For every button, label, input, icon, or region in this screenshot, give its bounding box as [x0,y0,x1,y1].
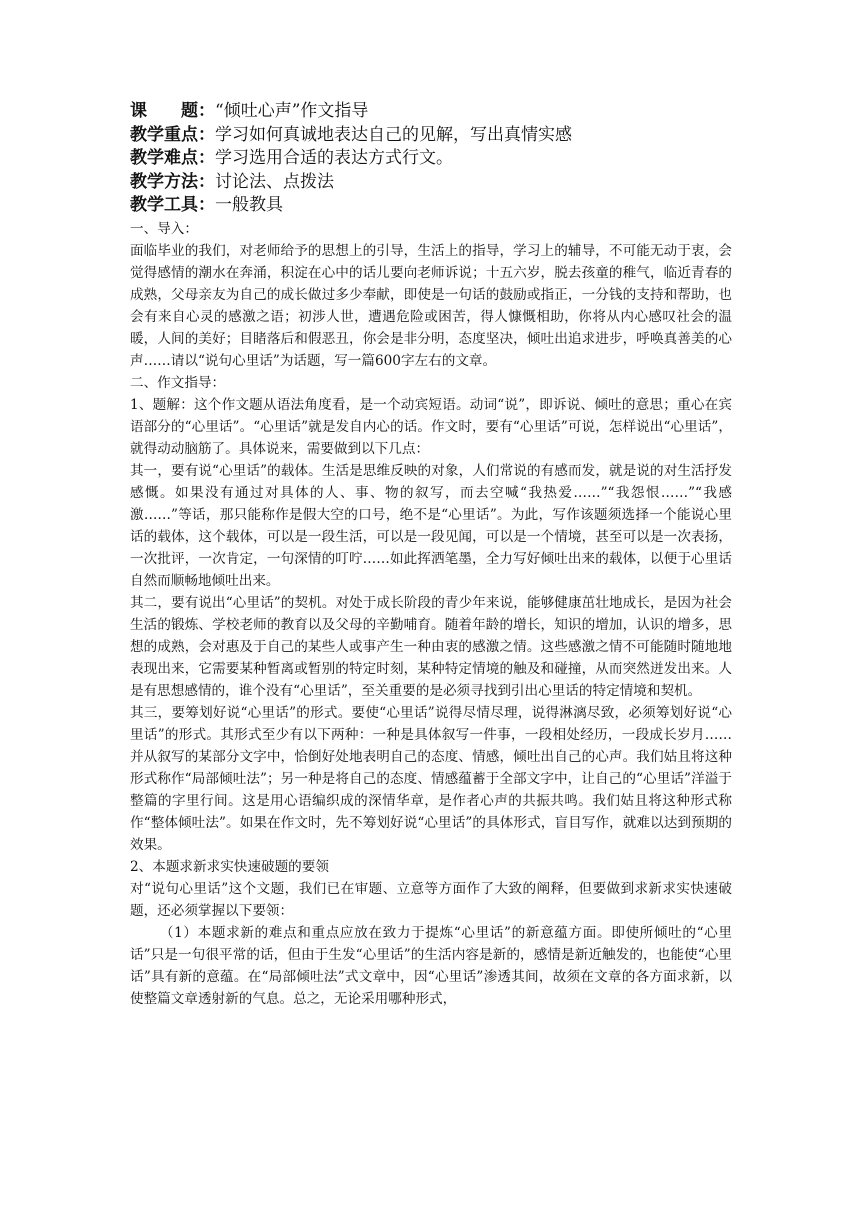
method-key: 教学方法： [130,171,215,192]
paragraph-essential-one: （1）本题求新的难点和重点应放在致力于提炼“心里话”的新意蕴方面。即使所倾吐的“心里话”只是一句很平常的话，但由于生发“心里话”的生活内容是新的，感情是新近触发的，也能使“心里话”具有新的意蕴。在“局部倾吐法”式文章中，因“心里话”渗透其间，故须在文章的各方面求新，以使整篇文章透射新的气息。总之，无论采用哪种形式， [130,924,732,1007]
method-value: 讨论法、点拨法 [215,171,334,192]
tools-line [130,194,732,218]
topic-key: 课 题： [130,101,215,121]
difficulty-key: 教学难点： [130,148,215,168]
method-line [130,171,732,195]
focus-value: 学习如何真诚地表达自己的见解，写出真情实感 [215,124,572,145]
difficulty-value: 学习选用合适的表达方式行文。 [215,148,453,168]
focus-key: 教学重点： [130,124,215,145]
topic-line [130,100,732,124]
paragraph-title-explanation: 1、题解：这个作文题从语法角度看，是一个动宾短语。动词“说”，即诉说、倾吐的意思；重心在宾语部分的“心里话”。“心里话”就是发自内心的话。作文时，要有“心里话”可说，怎样说出“心里话”，就得动动脑筋了。具体说来，需要做到以下几点： [130,396,732,457]
intro-paragraph: 面临毕业的我们，对老师给予的思想上的引导，生活上的指导，学习上的辅导，不可能无动于衷，会觉得感情的潮水在奔涌，积淀在心中的话儿要向老师诉说；十五六岁，脱去孩童的稚气，临近青春的成熟，父母亲友为自己的成长做过多少奉献，即使是一句话的鼓励或指正，一分钱的支持和帮助，也会有来自心灵的感激之语；初涉人世，遭遇危险或困苦，得人慷慨相助，你将从内心感叹社会的温暖，人间的美好；目睹落后和假恶丑，你会是非分明，态度坚决，倾吐出追求进步，呼唤真善美的心声……请以“说句心里话”为话题，写一篇600字左右的文章。 [130,242,732,369]
topic-value: “倾吐心声”作文指导 [215,101,369,121]
paragraph-point-one: 其一，要有说“心里话”的载体。生活是思维反映的对象，人们常说的有感而发，就是说的对生活抒发感慨。如果没有通过对具体的人、事、物的叙写，而去空喊“我热爱……”“我怨恨……”“我感激……”等话，那只能称作是假大空的口号，绝不是“心里话”。为此，写作该题须选择一个能说心里话的载体，这个载体，可以是一段生活，可以是一段见闻，可以是一个情境，甚至可以是一次表扬，一次批评，一次肯定，一句深情的叮咛……如此挥洒笔墨，全力写好倾吐出来的载体，以便于心里话自然而顺畅地倾吐出来。 [130,462,732,589]
paragraph-point-three: 其三，要筹划好说“心里话”的形式。要使“心里话”说得尽情尽理，说得淋漓尽致，必须筹划好说“心里话”的形式。其形式至少有以下两种：一种是具体叙写一件事，一段相处经历，一段成长岁月……并从叙写的某部分文字中，恰倒好处地表明自己的态度、情感，倾吐出自己的心声。我们姑且将这种形式称作“局部倾吐法”；另一种是将自己的态度、情感蕴蓄于全部文字中，让自己的“心里话”洋溢于整篇的字里行间。这是用心语编织成的深情华章，是作者心声的共振共鸣。我们姑且将这种形式称作“整体倾吐法”。如果在作文时，先不筹划好说“心里话”的具体形式，盲目写作，就难以达到预期的效果。 [130,704,732,853]
subheading-essentials: 2、本题求新求实快速破题的要领 [130,858,329,875]
paragraph-essentials-intro: 对“说句心里话”这个文题，我们已在审题、立意等方面作了大致的阐释，但要做到求新求实快速破题，还必须掌握以下要领： [130,880,732,919]
paragraph-point-two: 其二，要有说出“心里话”的契机。对处于成长阶段的青少年来说，能够健康茁壮地成长，是因为社会生活的锻炼、学校老师的教育以及父母的辛勤哺育。随着年龄的增长，知识的增加，认识的增多，思想的成熟，会对惠及于自己的某些人或事产生一种由衷的感激之情。这些感激之情不可能随时随地地表现出来，它需要某种暂离或暂别的特定时刻，某种特定情境的触及和碰撞，从而突然迸发出来。人是有思想感情的，谁个没有“心里话”，至关重要的是必须寻找到引出心里话的特定情境和契机。 [130,594,732,699]
focus-line [130,124,732,148]
difficulty-line [130,147,732,171]
intro-heading: 一、导入： [130,220,198,237]
guide-heading: 二、作文指导： [130,374,226,391]
tools-key: 教学工具： [130,195,215,215]
tools-value: 一般教具 [215,195,283,215]
document-page [130,100,732,1010]
